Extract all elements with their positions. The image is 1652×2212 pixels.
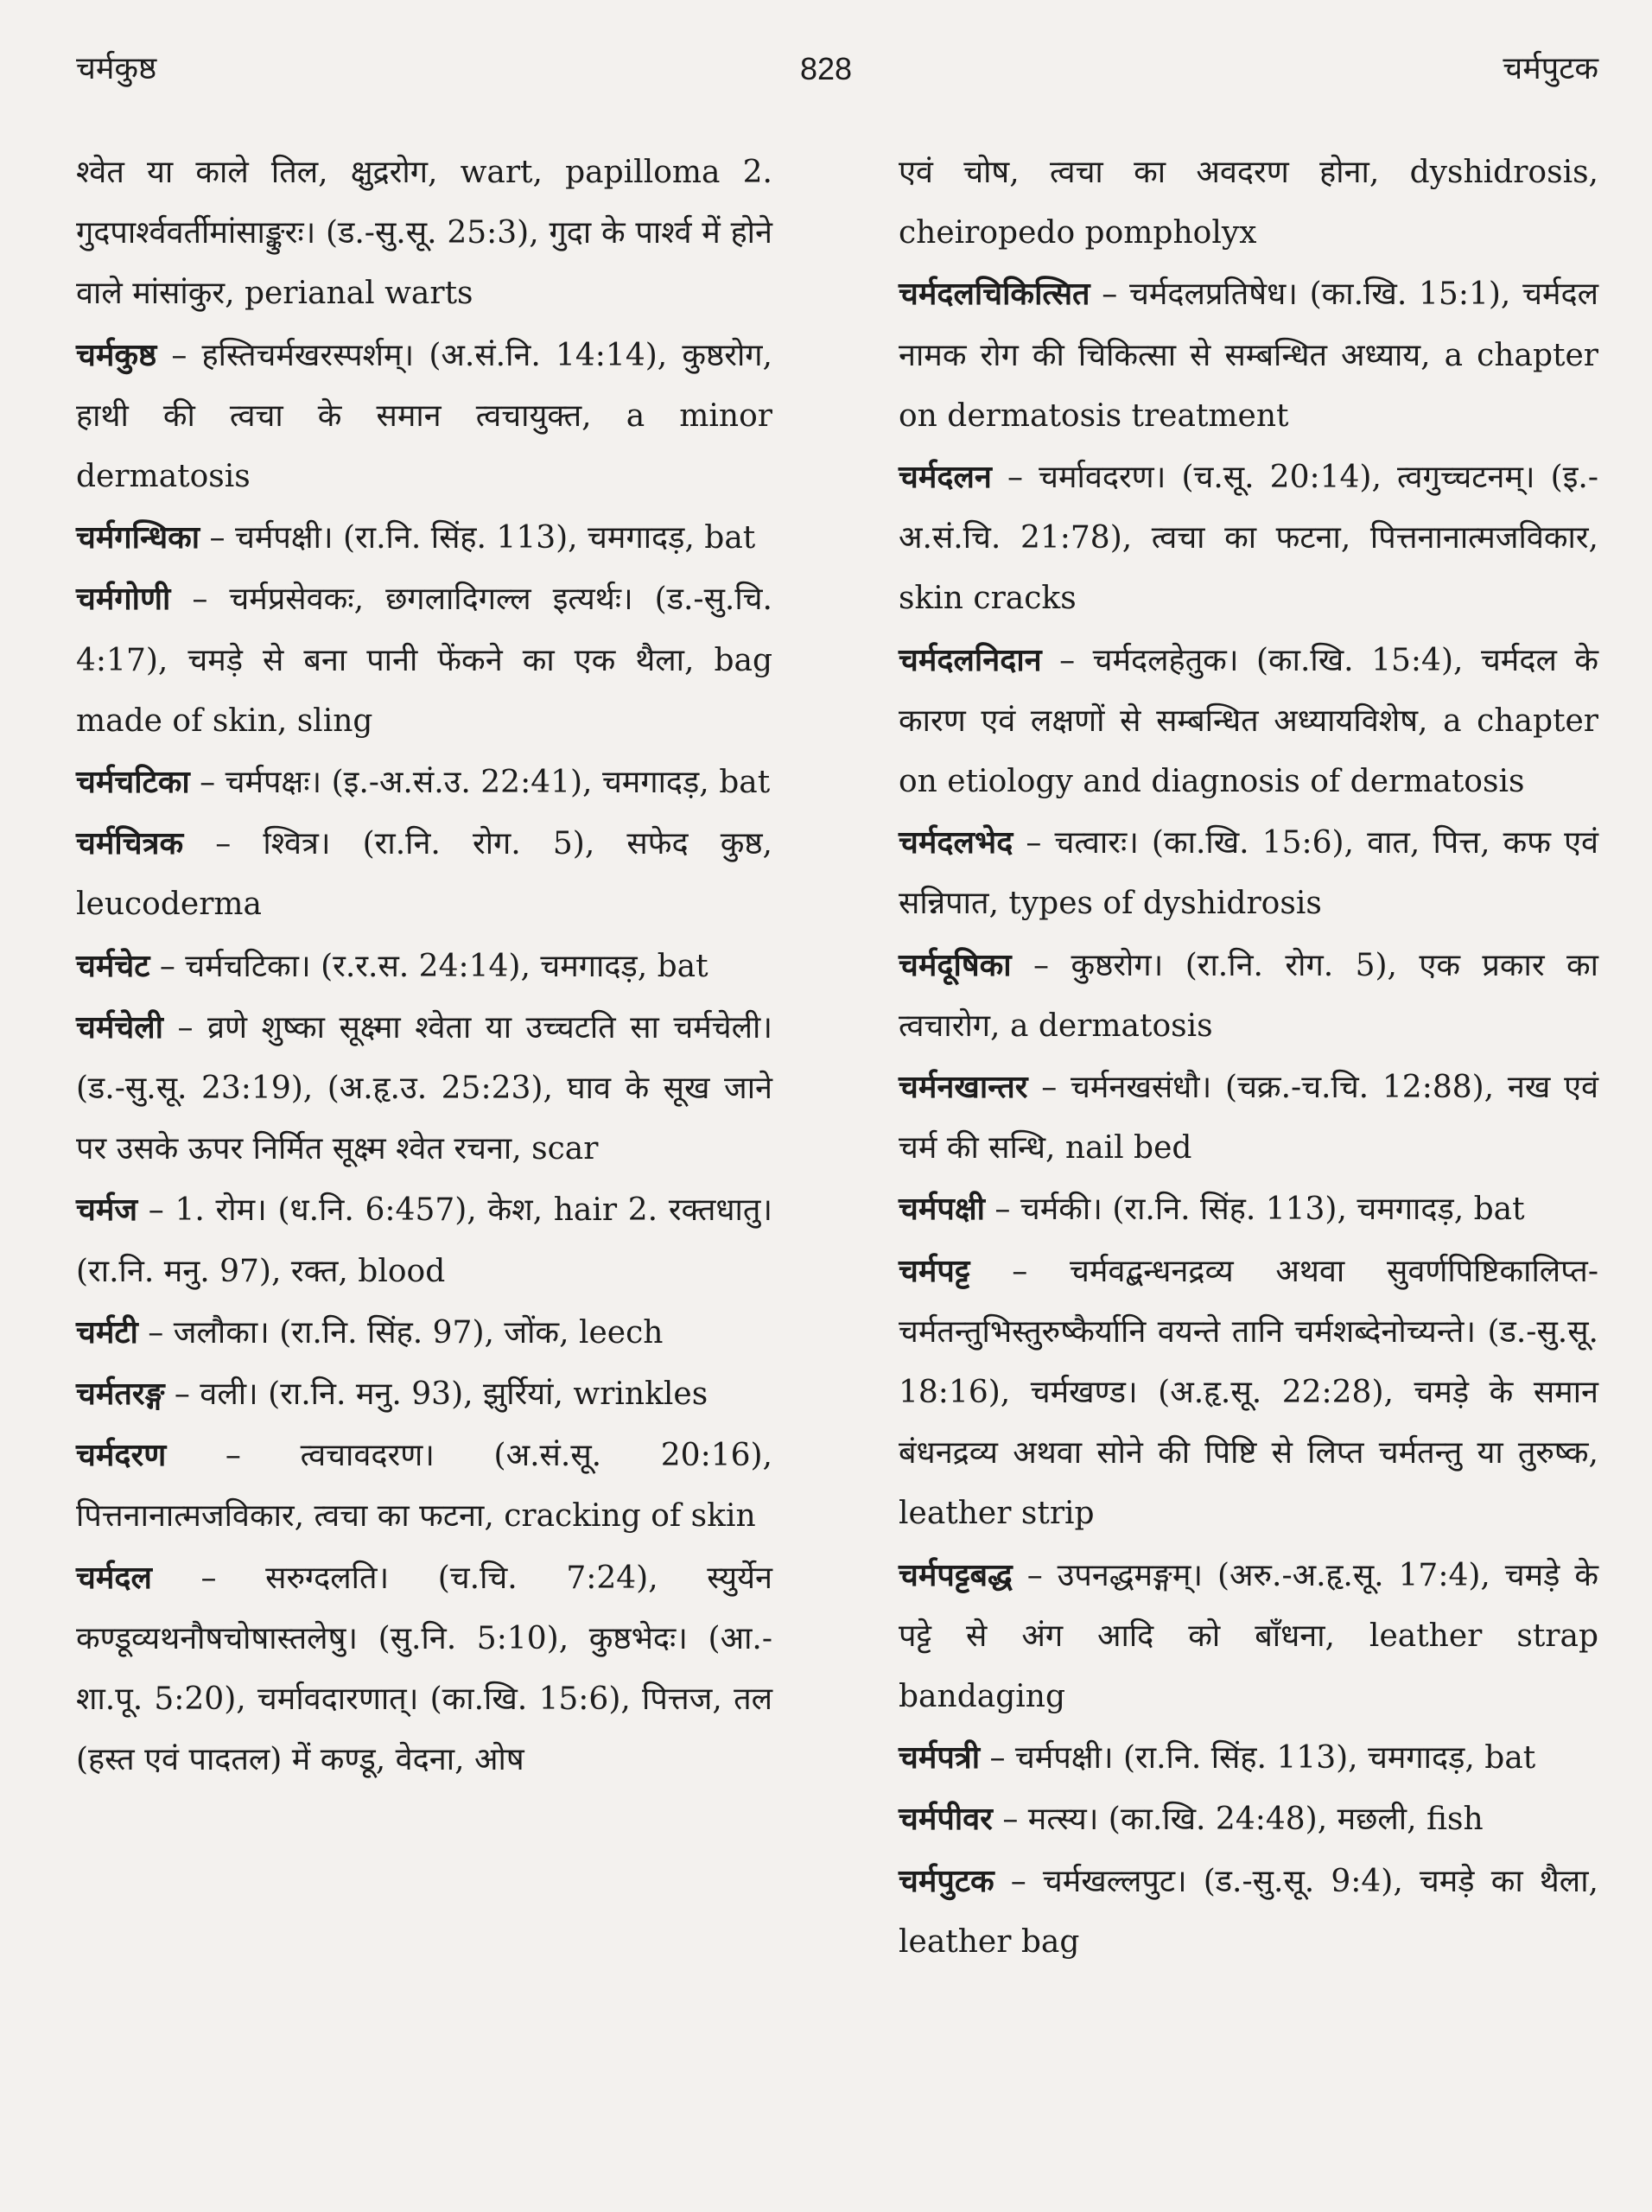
dictionary-entry <box>76 1425 772 1547</box>
entry-definition: – हस्तिचर्मखरस्पर्शम्। (अ.सं.नि. 14:14), कुष्ठरोग, हाथी की त्वचा के समान त्वचायुक्त, a minor dermatosis <box>76 337 772 495</box>
entry-headword: चर्मदल <box>76 1559 152 1596</box>
dictionary-entry <box>899 630 1598 813</box>
dictionary-entry <box>76 1363 772 1425</box>
entry-headword: चर्मपुटक <box>899 1862 994 1899</box>
dictionary-entry <box>899 1545 1598 1728</box>
entry-headword: चर्मचटिका <box>76 764 190 801</box>
entry-headword: चर्मचेली <box>76 1008 163 1046</box>
entry-definition: – मत्स्य। (का.खि. 24:48), मछली, fish <box>992 1802 1484 1838</box>
entry-definition: – सरुग्दलति। (च.चि. 7:24), स्युर्येन कण्डूव्यथनौषचोषास्तलेषु। (सु.नि. 5:10), कुष्ठभेदः। (आ.-शा.पू. 5:20), चर्मावदारणात्। (का.खि. 15:6), पित्तज, तल (हस्त एवं पादतल) में कण्डू, वेदना, ओष <box>76 1560 772 1778</box>
entry-definition: – चर्मदलहेतुक। (का.खि. 15:4), चर्मदल के कारण एवं लक्षणों से सम्बन्धित अध्यायविशेष, a chapter on etiology and diagnosis of dermatosis <box>899 642 1598 800</box>
entry-headword: चर्मगोणी <box>76 581 171 618</box>
dictionary-entry <box>76 997 772 1180</box>
entry-headword: चर्मदलचिकित्सित <box>899 276 1090 313</box>
entry-headword: चर्मदरण <box>76 1437 167 1474</box>
entry-headword: चर्मचेट <box>76 947 150 984</box>
entry-definition: – चर्मावदरण। (च.सू. 20:14), त्वगुच्चटनम्। (इ.-अ.सं.चि. 21:78), त्वचा का फटना, पित्तनानात्मजविकार, skin cracks <box>899 460 1598 617</box>
right-guide-word: चर्मपुटक <box>1503 51 1598 86</box>
entry-headword: चर्मदलभेद <box>899 824 1013 861</box>
entry-definition: – कुष्ठरोग। (रा.नि. रोग. 5), एक प्रकार का त्वचारोग, a dermatosis <box>899 947 1598 1044</box>
entry-definition: – चर्मपक्षी। (रा.नि. सिंह. 113), चमगादड़, bat <box>200 520 756 556</box>
entry-headword: चर्मपट्टबद्ध <box>899 1556 1013 1593</box>
right-column <box>899 143 1598 1973</box>
entry-definition: – उपनद्धमङ्गम्। (अरु.-अ.हृ.सू. 17:4), चमड़े के पट्टे से अंग आदि को बाँधना, leather strap bandaging <box>899 1557 1598 1715</box>
entry-headword: चर्मपट्ट <box>899 1252 970 1289</box>
dictionary-entry <box>899 143 1598 264</box>
entry-definition: – चर्मचटिका। (र.र.स. 24:14), चमगादड़, bat <box>149 948 708 984</box>
dictionary-entry <box>76 1302 772 1363</box>
entry-definition: – चर्मपक्षः। (इ.-अ.सं.उ. 22:41), चमगादड़, bat <box>189 765 771 801</box>
page-number: 828 <box>799 51 853 86</box>
entry-definition: – चर्मनखसंधौ। (चक्र.-च.चि. 12:88), नख एवं चर्म की सन्धि, nail bed <box>899 1070 1598 1166</box>
entry-definition: श्वेत या काले तिल, क्षुद्ररोग, wart, papilloma 2. गुदपार्श्ववर्तीमांसाङ्कुरः। (ड.-सु.सू. 25:3), गुदा के पार्श्व में होने वाले मांसांकुर, perianal warts <box>76 155 772 312</box>
entry-definition: – चर्मकी। (रा.नि. सिंह. 113), चमगादड़, bat <box>984 1192 1525 1228</box>
entry-headword: चर्मपत्री <box>899 1739 981 1777</box>
entry-headword: चर्मदलन <box>899 459 992 496</box>
dictionary-entry <box>76 325 772 508</box>
entry-headword: चर्मज <box>76 1192 138 1229</box>
entry-definition: – चर्मखल्लपुट। (ड.-सु.सू. 9:4), चमड़े का थैला, leather bag <box>899 1863 1598 1960</box>
entry-headword: चर्मगन्धिका <box>76 519 200 556</box>
dictionary-entry <box>899 1057 1598 1179</box>
dictionary-entry <box>76 1548 772 1791</box>
entry-definition: – चर्मपक्षी। (रा.नि. सिंह. 113), चमगादड़, bat <box>980 1740 1536 1777</box>
left-column <box>76 143 772 1790</box>
entry-headword: चर्मचित्रक <box>76 825 184 862</box>
dictionary-entry <box>899 1241 1598 1545</box>
dictionary-entry <box>899 935 1598 1057</box>
entry-definition: – चत्वारः। (का.खि. 15:6), वात, पित्त, कफ एवं सन्निपात, types of dyshidrosis <box>899 825 1598 922</box>
entry-headword: चर्मदूषिका <box>899 946 1012 983</box>
dictionary-entry <box>76 569 772 752</box>
entry-headword: चर्मतरङ्ग <box>76 1376 165 1413</box>
dictionary-entry <box>899 447 1598 630</box>
dictionary-entry <box>899 264 1598 447</box>
entry-headword: चर्मदलनिदान <box>899 641 1042 678</box>
entry-definition: – श्वित्र। (रा.नि. रोग. 5), सफेद कुष्ठ, leucoderma <box>76 826 772 923</box>
dictionary-entry <box>76 143 772 325</box>
entry-definition: – जलौका। (रा.नि. सिंह. 97), जोंक, leech <box>137 1314 664 1351</box>
entry-headword: चर्मनखान्तर <box>899 1069 1028 1106</box>
dictionary-entry <box>76 752 772 813</box>
dictionary-entry <box>899 1851 1598 1973</box>
entry-definition: – चर्मवद्बन्धनद्रव्य अथवा सुवर्णपिष्टिकालिप्त-चर्मतन्तुभिस्तुरुष्कैर्यानि वयन्ते तानि चर्मशब्देनोच्यन्ते। (ड.-सु.सू. 18:16), चर्मखण्ड। (अ.हृ.सू. 22:28), चमड़े के समान बंधनद्रव्य अथवा सोने की पिष्टि से लिप्त चर्मतन्तु या तुरुष्क, leather strip <box>899 1253 1598 1532</box>
entry-headword: चर्मकुष्ठ <box>76 336 157 373</box>
dictionary-entry <box>76 936 772 997</box>
entry-headword: चर्मपीवर <box>899 1801 993 1838</box>
dictionary-entry <box>899 812 1598 934</box>
entry-definition: – वली। (रा.नि. मनु. 93), झुर्रियां, wrinkles <box>164 1376 708 1413</box>
dictionary-entry <box>899 1179 1598 1240</box>
dictionary-entry <box>899 1789 1598 1850</box>
entry-definition: – व्रणे शुष्का सूक्ष्मा श्वेता या उच्चटति सा चर्मचेली। (ड.-सु.सू. 23:19), (अ.हृ.उ. 25:23), घाव के सूख जाने पर उसके ऊपर निर्मित सूक्ष्म श्वेत रचना, scar <box>76 1009 772 1167</box>
entry-headword: चर्मटी <box>76 1313 138 1351</box>
entry-definition: – चर्मप्रसेवकः, छगलादिगल्ल इत्यर्थः। (ड.-सु.चि. 4:17), चमड़े से बना पानी फेंकने का एक थैला, bag made of skin, sling <box>76 582 772 739</box>
dictionary-entry <box>76 1179 772 1301</box>
entry-definition: – चर्मदलप्रतिषेध। (का.खि. 15:1), चर्मदल नामक रोग की चिकित्सा से सम्बन्धित अध्याय, a chapter on dermatosis treatment <box>899 276 1598 434</box>
dictionary-entry <box>76 507 772 569</box>
entry-definition: एवं चोष, त्वचा का अवदरण होना, dyshidrosis, cheiropedo pompholyx <box>899 155 1598 251</box>
dictionary-entry <box>76 813 772 935</box>
entry-definition: – त्वचावदरण। (अ.सं.सू. 20:16), पित्तनानात्मजविकार, त्वचा का फटना, cracking of skin <box>76 1438 772 1535</box>
entry-definition: – 1. रोम। (ध.नि. 6:457), केश, hair 2. रक्तधातु। (रा.नि. मनु. 97), रक्त, blood <box>76 1192 772 1289</box>
left-guide-word: चर्मकुष्ठ <box>76 51 157 86</box>
dictionary-entry <box>899 1727 1598 1789</box>
entry-headword: चर्मपक्षी <box>899 1191 985 1228</box>
